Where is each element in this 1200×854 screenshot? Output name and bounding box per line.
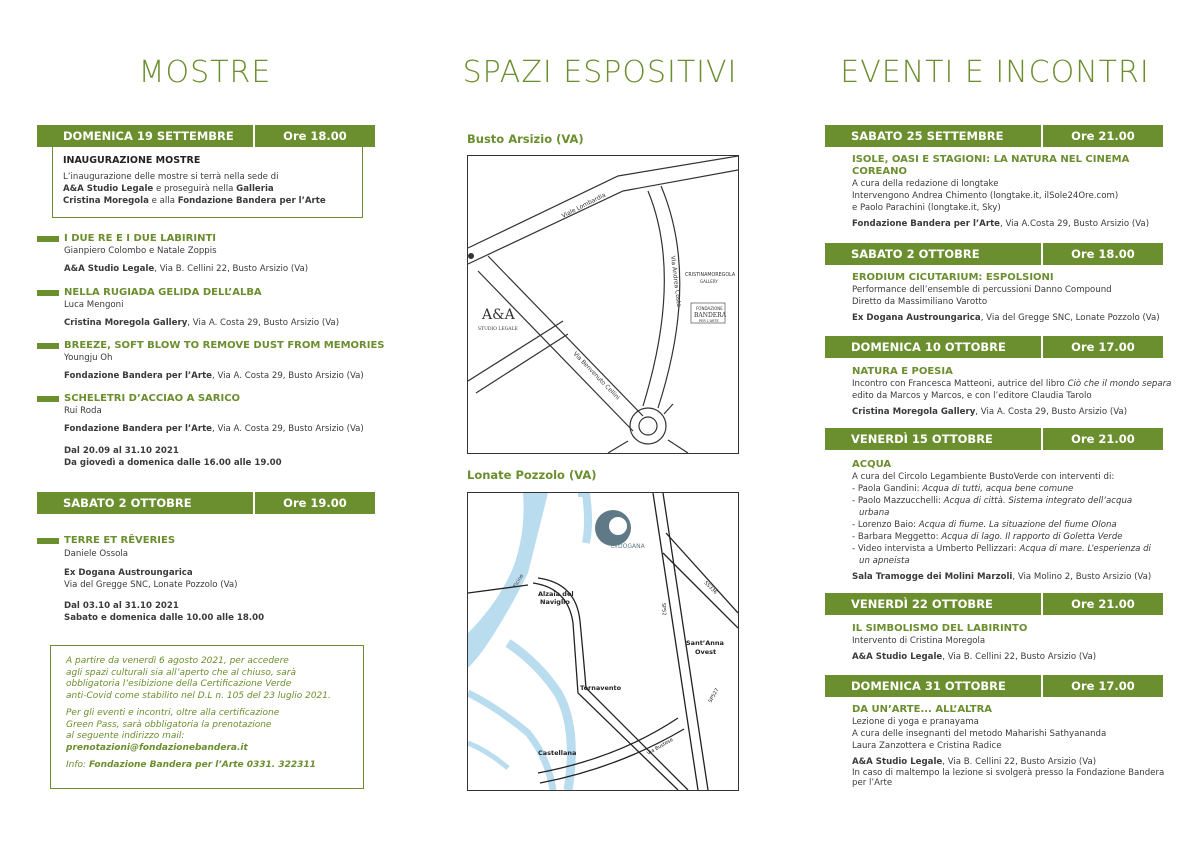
bar-date: SABATO 2 OTTOBRE <box>37 492 255 514</box>
map-lonate-pozzolo <box>467 492 739 791</box>
item-marker <box>37 396 59 402</box>
exhibition-title: BREEZE, SOFT BLOW TO REMOVE DUST FROM MEMORIES <box>64 340 385 351</box>
bar-time: Ore 21.00 <box>1071 597 1135 611</box>
moregola-logo-sub: GALLERY <box>700 279 718 284</box>
place-label: Tornavento <box>580 684 622 692</box>
road-label: SP527 <box>707 687 721 704</box>
exhibition-dates-1: Dal 20.09 al 31.10 2021 Da giovedì a domenica dalle 16.00 alle 19.00 <box>64 446 282 468</box>
map-lonate-title: Lonate Pozzolo (VA) <box>467 468 597 482</box>
exhibition-venue: Fondazione Bandera per l’Arte, Via A. Costa 29, Busto Arsizio (Va) <box>64 424 364 434</box>
map-lonate-svg <box>468 493 738 790</box>
street-label: Via Andrea Costa <box>669 255 683 308</box>
moregola-logo: CRISTINAMOREGOLA <box>685 273 736 278</box>
info-contact: Fondazione Bandera per l’Arte 0331. 322311 <box>88 760 316 770</box>
exhibition-venue: Fondazione Bandera per l’Arte, Via A. Costa 29, Busto Arsizio (Va) <box>64 371 364 381</box>
exhibition-artist: Luca Mengoni <box>64 300 124 310</box>
river-label: Ticino <box>512 573 526 589</box>
event-6: DA UN’ARTE... ALL’ALTRA Lezione di yoga e pranayama A cura delle insegnanti del metodo Maharishi Sathyananda Laura Zanzottera e Cristina Radice A&A Studio Legale, Via B. Cellini 22, Busto Arsizio (Va) In caso di maltempo la lezione si svolgerà presso la Fondazione Bandera per l’Arte <box>852 704 1165 788</box>
map-busto-arsizio <box>467 155 739 454</box>
bar-date: VENERDÌ 22 OTTOBRE <box>825 593 1043 615</box>
mostre-date-bar-2 <box>37 492 375 514</box>
bar-time: Ore 18.00 <box>283 129 347 143</box>
bar-date: SABATO 25 SETTEMBRE <box>825 125 1043 147</box>
event-3: NATURA E POESIA Incontro con Francesca Matteoni, autrice del libro Ciò che il mondo separa edito da Marcos y Marcos, e con l’editore Claudia Tarolo Cristina Moregola Gallery, Via A. Costa 29, Busto Arsizio (Va) <box>852 366 1172 417</box>
exhibition-venue: Cristina Moregola Gallery, Via A. Costa 29, Busto Arsizio (Va) <box>64 318 340 328</box>
dogana-logo: EX <box>611 544 618 550</box>
mostre-date-bar-1 <box>37 125 375 147</box>
road-label: SS336 <box>702 580 719 596</box>
road-label: Via Bustese <box>646 736 675 757</box>
exhibition-title: I DUE RE E I DUE LABIRINTI <box>64 233 216 244</box>
event-date-bar <box>825 336 1163 358</box>
mostre-title: MOSTRE <box>138 55 272 90</box>
exhibition-artist: Daniele Ossola <box>64 549 129 559</box>
road-label: SP52 <box>660 602 667 616</box>
street-label: Viale Lombardia <box>560 191 607 220</box>
eventi-title: EVENTI E INCONTRI <box>840 55 1150 90</box>
exhibition-title: TERRE ET RÊVERIES <box>64 535 176 546</box>
exhibition-title: NELLA RUGIADA GELIDA DELL’ALBA <box>64 287 262 298</box>
notice-text: A partire da venerdì 6 agosto 2021, per accedere agli spazi culturali sia all’aperto che al chiuso, sarà obbligatoria l’esibizione della Certificazione Verde anti-Covid come stabilito nel D.L n. 105 del 23 luglio 2021. Per gli eventi e incontri, oltre alla certificazione Green Pass, sarà obbligatoria la prenotazione al seguente indirizzo mail: prenotazioni@fondazionebandera.it Info: Fondazione Bandera per l’Arte 0331. 322311 <box>66 656 331 770</box>
item-marker <box>37 343 59 349</box>
event-date-bar <box>825 428 1163 450</box>
event-4: ACQUA A cura del Circolo Legambiente BustoVerde con interventi di: - Paola Gandini: Acqua di tutti, acqua bene comune - Paolo Mazzucchelli: Acqua di città. Sistema integrato dell’acqua urbana - Lorenzo Baio: Acqua di fiume. La situazione del fiume Olona - Barbara Meggetto: Acqua di lago. Il rapporto di Goletta Verde - Video intervista a Umberto Pellizzari: Acqua di mare. L’esperienza di un apneista Sala Tramogge dei Molini Marzoli, Via Molino 2, Busto Arsizio (Va) <box>852 459 1152 582</box>
item-marker <box>37 538 59 544</box>
exhibition-artist: Youngju Oh <box>64 353 113 363</box>
inauguration-box <box>52 147 363 218</box>
bar-time: Ore 18.00 <box>1071 247 1135 261</box>
event-1: ISOLE, OASI E STAGIONI: LA NATURA NEL CINEMA COREANO A cura della redazione di longtake Intervengono Andrea Chimento (longtake.it, ilSole24Ore.com) e Paolo Parachini (longtake.it, Sky) Fondazione Bandera per l’Arte, Via A.Costa 29, Busto Arsizio (Va) <box>852 154 1150 229</box>
bar-time: Ore 21.00 <box>1071 129 1135 143</box>
bar-date: DOMENICA 10 OTTOBRE <box>825 336 1043 358</box>
aa-logo-sub: STUDIO LEGALE <box>478 327 518 332</box>
place-label: Naviglio <box>540 598 570 606</box>
exhibition-dates-2: Dal 03.10 al 31.10 2021 Sabato e domenica dalle 10.00 alle 18.00 <box>64 601 265 623</box>
item-marker <box>37 290 59 296</box>
place-label: Castellana <box>538 749 577 757</box>
bar-time: Ore 17.00 <box>1071 679 1135 693</box>
spazi-title: SPAZI ESPOSITIVI <box>462 55 738 90</box>
bar-date: SABATO 2 OTTOBRE <box>825 243 1043 265</box>
street-label: Via Benvenuto Cellini <box>571 350 622 402</box>
inauguration-text: L’inaugurazione delle mostre si terrà nella sede di A&A Studio Legale e proseguirà nella Galleria Cristina Moregola e alla Fondazione Bandera per l’Arte <box>63 172 326 206</box>
map-busto-svg <box>468 156 738 453</box>
event-date-bar <box>825 243 1163 265</box>
bar-time: Ore 21.00 <box>1071 432 1135 446</box>
bar-date: DOMENICA 31 OTTOBRE <box>825 675 1043 697</box>
bar-date: DOMENICA 19 SETTEMBRE <box>37 125 255 147</box>
bandera-logo: PER L'ARTE <box>699 319 719 323</box>
exhibition-artist: Gianpiero Colombo e Natale Zoppis <box>64 246 217 256</box>
bar-date: VENERDÌ 15 OTTOBRE <box>825 428 1043 450</box>
event-5: IL SIMBOLISMO DEL LABIRINTO Intervento di Cristina Moregola A&A Studio Legale, Via B. Cellini 22, Busto Arsizio (Va) <box>852 623 1097 662</box>
exhibition-venue: A&A Studio Legale, Via B. Cellini 22, Busto Arsizio (Va) <box>64 264 309 274</box>
place-label: Ovest <box>695 648 717 656</box>
event-date-bar <box>825 593 1163 615</box>
map-busto-title: Busto Arsizio (VA) <box>467 132 584 146</box>
event-date-bar <box>825 125 1163 147</box>
bandera-logo: BANDERA <box>694 312 727 319</box>
event-date-bar <box>825 675 1163 697</box>
bandera-logo: FONDAZIONE <box>696 306 723 311</box>
covid-notice-box <box>50 645 364 789</box>
inauguration-title: INAUGURAZIONE MOSTRE <box>63 155 201 166</box>
aa-logo: A&A <box>482 307 515 323</box>
bar-time: Ore 19.00 <box>283 496 347 510</box>
dogana-logo: DOGANA <box>618 543 645 550</box>
exhibition-artist: Rui Roda <box>64 406 102 416</box>
item-marker <box>37 236 59 242</box>
event-2: ERODIUM CICUTARIUM: ESPOLSIONI Performance dell’ensemble di percussioni Danno Compound Diretto da Massimiliano Varotto Ex Dogana Austroungarica, Via del Gregge SNC, Lonate Pozzolo (Va) <box>852 272 1160 323</box>
place-label: Sant’Anna <box>686 639 724 647</box>
bar-time: Ore 17.00 <box>1071 340 1135 354</box>
place-label: Alzaia del <box>538 590 574 598</box>
exhibition-title: SCHELETRI D’ACCIAO A SARICO <box>64 393 241 404</box>
booking-email[interactable]: prenotazioni@fondazionebandera.it <box>66 742 248 753</box>
exhibition-venue: Ex Dogana Austroungarica Via del Gregge SNC, Lonate Pozzolo (Va) <box>64 568 238 590</box>
